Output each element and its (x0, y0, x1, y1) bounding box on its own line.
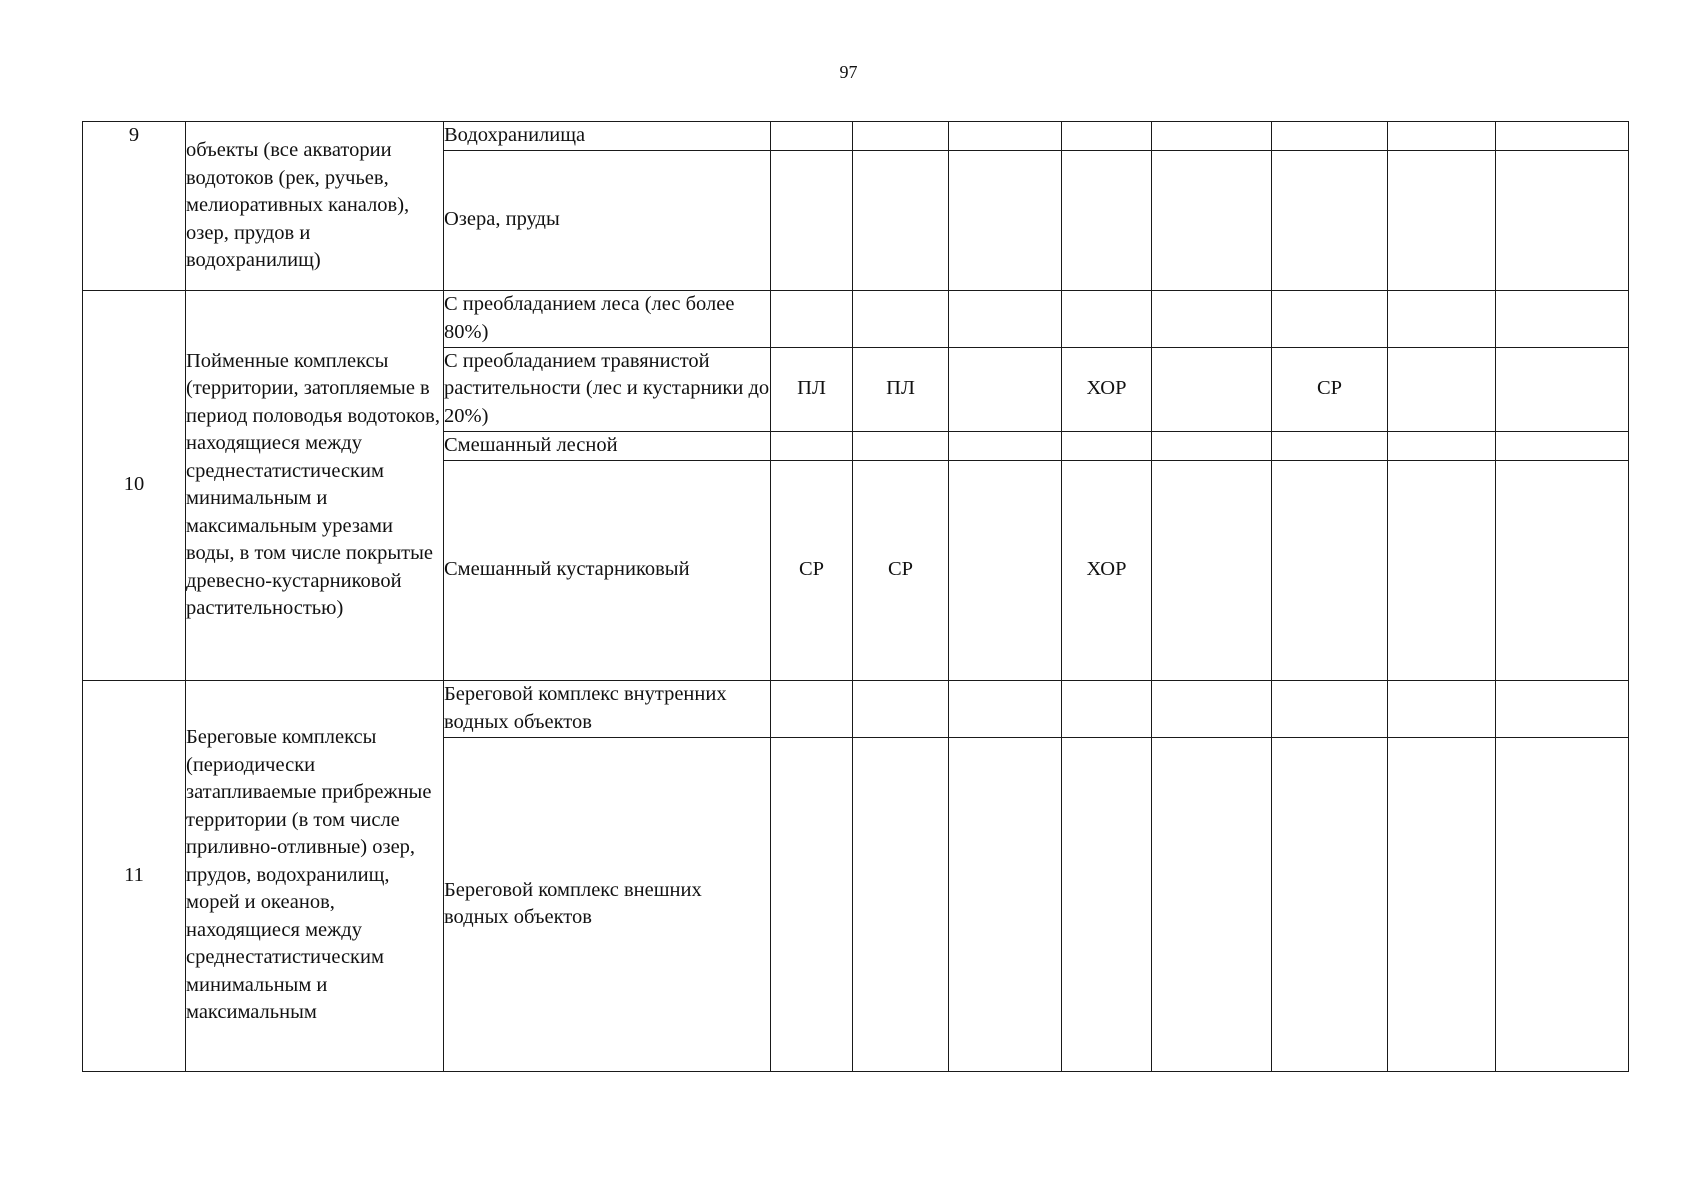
value-cell (771, 431, 853, 460)
page-number: 97 (839, 62, 858, 82)
value-cell (1388, 460, 1496, 680)
value-cell (853, 431, 949, 460)
value-cell: ПЛ (853, 347, 949, 431)
subtype-label: С преобладанием леса (лес более 80%) (444, 290, 771, 347)
value-cell (949, 737, 1062, 1071)
value-cell (1272, 122, 1388, 151)
subtype-label: Береговой комплекс внешних водных объектов (444, 737, 771, 1071)
value-cell (1388, 290, 1496, 347)
value-cell (771, 680, 853, 737)
value-cell (1388, 431, 1496, 460)
value-cell: ХОР (1062, 460, 1152, 680)
value-cell (1496, 290, 1629, 347)
value-cell (949, 680, 1062, 737)
subtype-label: Водохранилища (444, 122, 771, 151)
value-cell (853, 290, 949, 347)
subtype-label: Береговой комплекс внутренних водных объектов (444, 680, 771, 737)
value-cell (949, 150, 1062, 290)
value-cell (1388, 347, 1496, 431)
value-cell (1152, 737, 1272, 1071)
value-cell: СР (853, 460, 949, 680)
table-row (83, 680, 1629, 737)
table-row (83, 122, 1629, 151)
row-description: объекты (все акватории водотоков (рек, ручьев, мелиоративных каналов), озер, прудов и водохранилищ) (186, 122, 444, 291)
value-cell (853, 737, 949, 1071)
subtype-label: Озера, пруды (444, 150, 771, 290)
value-cell (771, 122, 853, 151)
value-cell (1152, 680, 1272, 737)
value-cell (1062, 737, 1152, 1071)
value-cell: СР (771, 460, 853, 680)
value-cell (1388, 122, 1496, 151)
subtype-label: Смешанный кустарниковый (444, 460, 771, 680)
value-cell (1272, 680, 1388, 737)
value-cell (1272, 431, 1388, 460)
value-cell (1152, 347, 1272, 431)
value-cell (853, 150, 949, 290)
value-cell (949, 460, 1062, 680)
value-cell (1496, 737, 1629, 1071)
value-cell (949, 431, 1062, 460)
value-cell (949, 290, 1062, 347)
value-cell (1152, 122, 1272, 151)
value-cell (1496, 460, 1629, 680)
value-cell (1272, 150, 1388, 290)
value-cell (1152, 431, 1272, 460)
row-number: 9 (83, 122, 186, 291)
subtype-label: С преобладанием травянистой растительности (лес и кустарники до 20%) (444, 347, 771, 431)
value-cell (853, 122, 949, 151)
value-cell (771, 737, 853, 1071)
value-cell: ПЛ (771, 347, 853, 431)
row-number: 11 (83, 680, 186, 1071)
value-cell (1062, 150, 1152, 290)
row-description: Пойменные комплексы (территории, затопляемые в период половодья водотоков, находящиеся между среднестатистическим минимальным и максимальным урезами воды, в том числе покрытые древесно-кустарниковой растительностью) (186, 290, 444, 680)
value-cell (771, 290, 853, 347)
value-cell (1062, 122, 1152, 151)
value-cell (853, 680, 949, 737)
value-cell (1152, 460, 1272, 680)
value-cell (1272, 737, 1388, 1071)
value-cell: ХОР (1062, 347, 1152, 431)
value-cell: СР (1272, 347, 1388, 431)
value-cell (1062, 431, 1152, 460)
classification-table (82, 121, 1629, 1072)
value-cell (1062, 680, 1152, 737)
table-row (83, 290, 1629, 347)
subtype-label: Смешанный лесной (444, 431, 771, 460)
value-cell (1388, 737, 1496, 1071)
value-cell (1496, 150, 1629, 290)
value-cell (1496, 431, 1629, 460)
value-cell (1496, 347, 1629, 431)
row-number: 10 (83, 290, 186, 680)
value-cell (1062, 290, 1152, 347)
value-cell (1388, 680, 1496, 737)
value-cell (949, 122, 1062, 151)
value-cell (949, 347, 1062, 431)
value-cell (1388, 150, 1496, 290)
value-cell (1152, 150, 1272, 290)
value-cell (1272, 460, 1388, 680)
value-cell (771, 150, 853, 290)
value-cell (1152, 290, 1272, 347)
value-cell (1496, 122, 1629, 151)
row-description: Береговые комплексы (периодически затапливаемые прибрежные территории (в том числе приливно-отливные) озер, прудов, водохранилищ, морей и океанов, находящиеся между среднестатистическим минимальным и максимальным (186, 680, 444, 1071)
value-cell (1272, 290, 1388, 347)
value-cell (1496, 680, 1629, 737)
